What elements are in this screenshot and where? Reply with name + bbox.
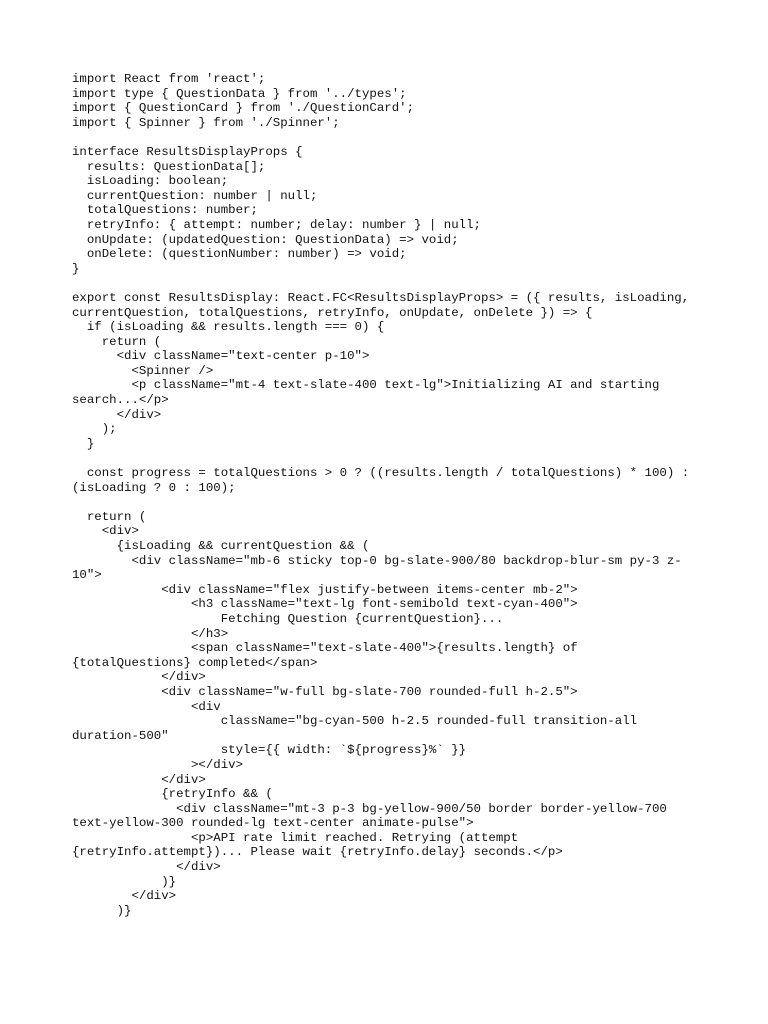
code-line: import { Spinner } from './Spinner'; bbox=[72, 115, 340, 130]
code-line: <div className="flex justify-between items-center mb-2"> bbox=[72, 582, 578, 597]
code-line: <span className="text-slate-400">{results.length} of bbox=[72, 641, 578, 656]
code-line: <div className="mb-6 sticky top-0 bg-slate-900/80 backdrop-blur-sm py-3 z- bbox=[72, 553, 682, 568]
code-line: <div bbox=[72, 699, 221, 714]
code-line: <Spinner /> bbox=[72, 363, 214, 378]
code-line: } bbox=[72, 436, 95, 451]
code-line: {totalQuestions} completed</span> bbox=[72, 655, 318, 670]
code-line: <div className="w-full bg-slate-700 rounded-full h-2.5"> bbox=[72, 684, 578, 699]
code-line: interface ResultsDisplayProps { bbox=[72, 144, 303, 159]
code-line: import { QuestionCard } from './QuestionCard'; bbox=[72, 101, 415, 116]
code-line: </div> bbox=[72, 670, 206, 685]
code-line: )} bbox=[72, 874, 177, 889]
code-line: ></div> bbox=[72, 757, 244, 772]
code-line: </div> bbox=[72, 407, 162, 422]
code-line: text-yellow-300 rounded-lg text-center animate-pulse"> bbox=[72, 816, 474, 831]
code-line: currentQuestion, totalQuestions, retryInfo, onUpdate, onDelete }) => { bbox=[72, 305, 593, 320]
code-line: return ( bbox=[72, 509, 147, 524]
code-line: } bbox=[72, 261, 80, 276]
code-line: </h3> bbox=[72, 626, 229, 641]
code-line: Fetching Question {currentQuestion}... bbox=[72, 611, 504, 626]
code-line: search...</p> bbox=[72, 393, 169, 408]
code-line bbox=[72, 451, 712, 466]
code-line bbox=[72, 495, 712, 510]
code-line: onDelete: (questionNumber: number) => void; bbox=[72, 247, 407, 262]
code-line: style={{ width: `${progress}%` }} bbox=[72, 743, 467, 758]
code-line: retryInfo: { attempt: number; delay: number } | null; bbox=[72, 217, 481, 232]
code-line: <h3 className="text-lg font-semibold text-cyan-400"> bbox=[72, 597, 578, 612]
code-line: 10"> bbox=[72, 568, 102, 583]
code-line: <p className="mt-4 text-slate-400 text-lg">Initializing AI and starting bbox=[72, 378, 660, 393]
code-line: isLoading: boolean; bbox=[72, 174, 229, 189]
code-line: onUpdate: (updatedQuestion: QuestionData) => void; bbox=[72, 232, 459, 247]
code-line: totalQuestions: number; bbox=[72, 203, 258, 218]
code-line: {retryInfo && ( bbox=[72, 787, 273, 802]
code-line: {isLoading && currentQuestion && ( bbox=[72, 539, 370, 553]
code-line: export const ResultsDisplay: React.FC<ResultsDisplayProps> = ({ results, isLoading, bbox=[72, 290, 690, 305]
code-line: {retryInfo.attempt})... Please wait {retryInfo.delay} seconds.</p> bbox=[72, 845, 563, 860]
code-line: (isLoading ? 0 : 100); bbox=[72, 480, 236, 495]
code-line: import React from 'react'; bbox=[72, 72, 266, 86]
code-line bbox=[72, 130, 712, 145]
code-line: </div> bbox=[72, 772, 206, 787]
code-line: if (isLoading && results.length === 0) { bbox=[72, 320, 385, 335]
code-line: ); bbox=[72, 422, 117, 437]
code-line: <div> bbox=[72, 524, 139, 539]
code-line: className="bg-cyan-500 h-2.5 rounded-full transition-all bbox=[72, 714, 638, 729]
code-line: import type { QuestionData } from '../types'; bbox=[72, 86, 407, 101]
code-line: duration-500" bbox=[72, 728, 169, 743]
code-line: return ( bbox=[72, 334, 162, 349]
code-line: </div> bbox=[72, 889, 177, 904]
code-line: <div className="text-center p-10"> bbox=[72, 349, 370, 364]
code-line: <div className="mt-3 p-3 bg-yellow-900/50 border border-yellow-700 bbox=[72, 801, 667, 816]
code-line: <p>API rate limit reached. Retrying (attempt bbox=[72, 830, 519, 845]
code-line: )} bbox=[72, 903, 132, 918]
code-line: currentQuestion: number | null; bbox=[72, 188, 318, 203]
code-line: const progress = totalQuestions > 0 ? ((results.length / totalQuestions) * 100) : bbox=[72, 466, 690, 481]
code-block bbox=[72, 72, 712, 918]
code-line bbox=[72, 276, 712, 291]
code-line: </div> bbox=[72, 860, 221, 875]
code-line: results: QuestionData[]; bbox=[72, 159, 266, 174]
